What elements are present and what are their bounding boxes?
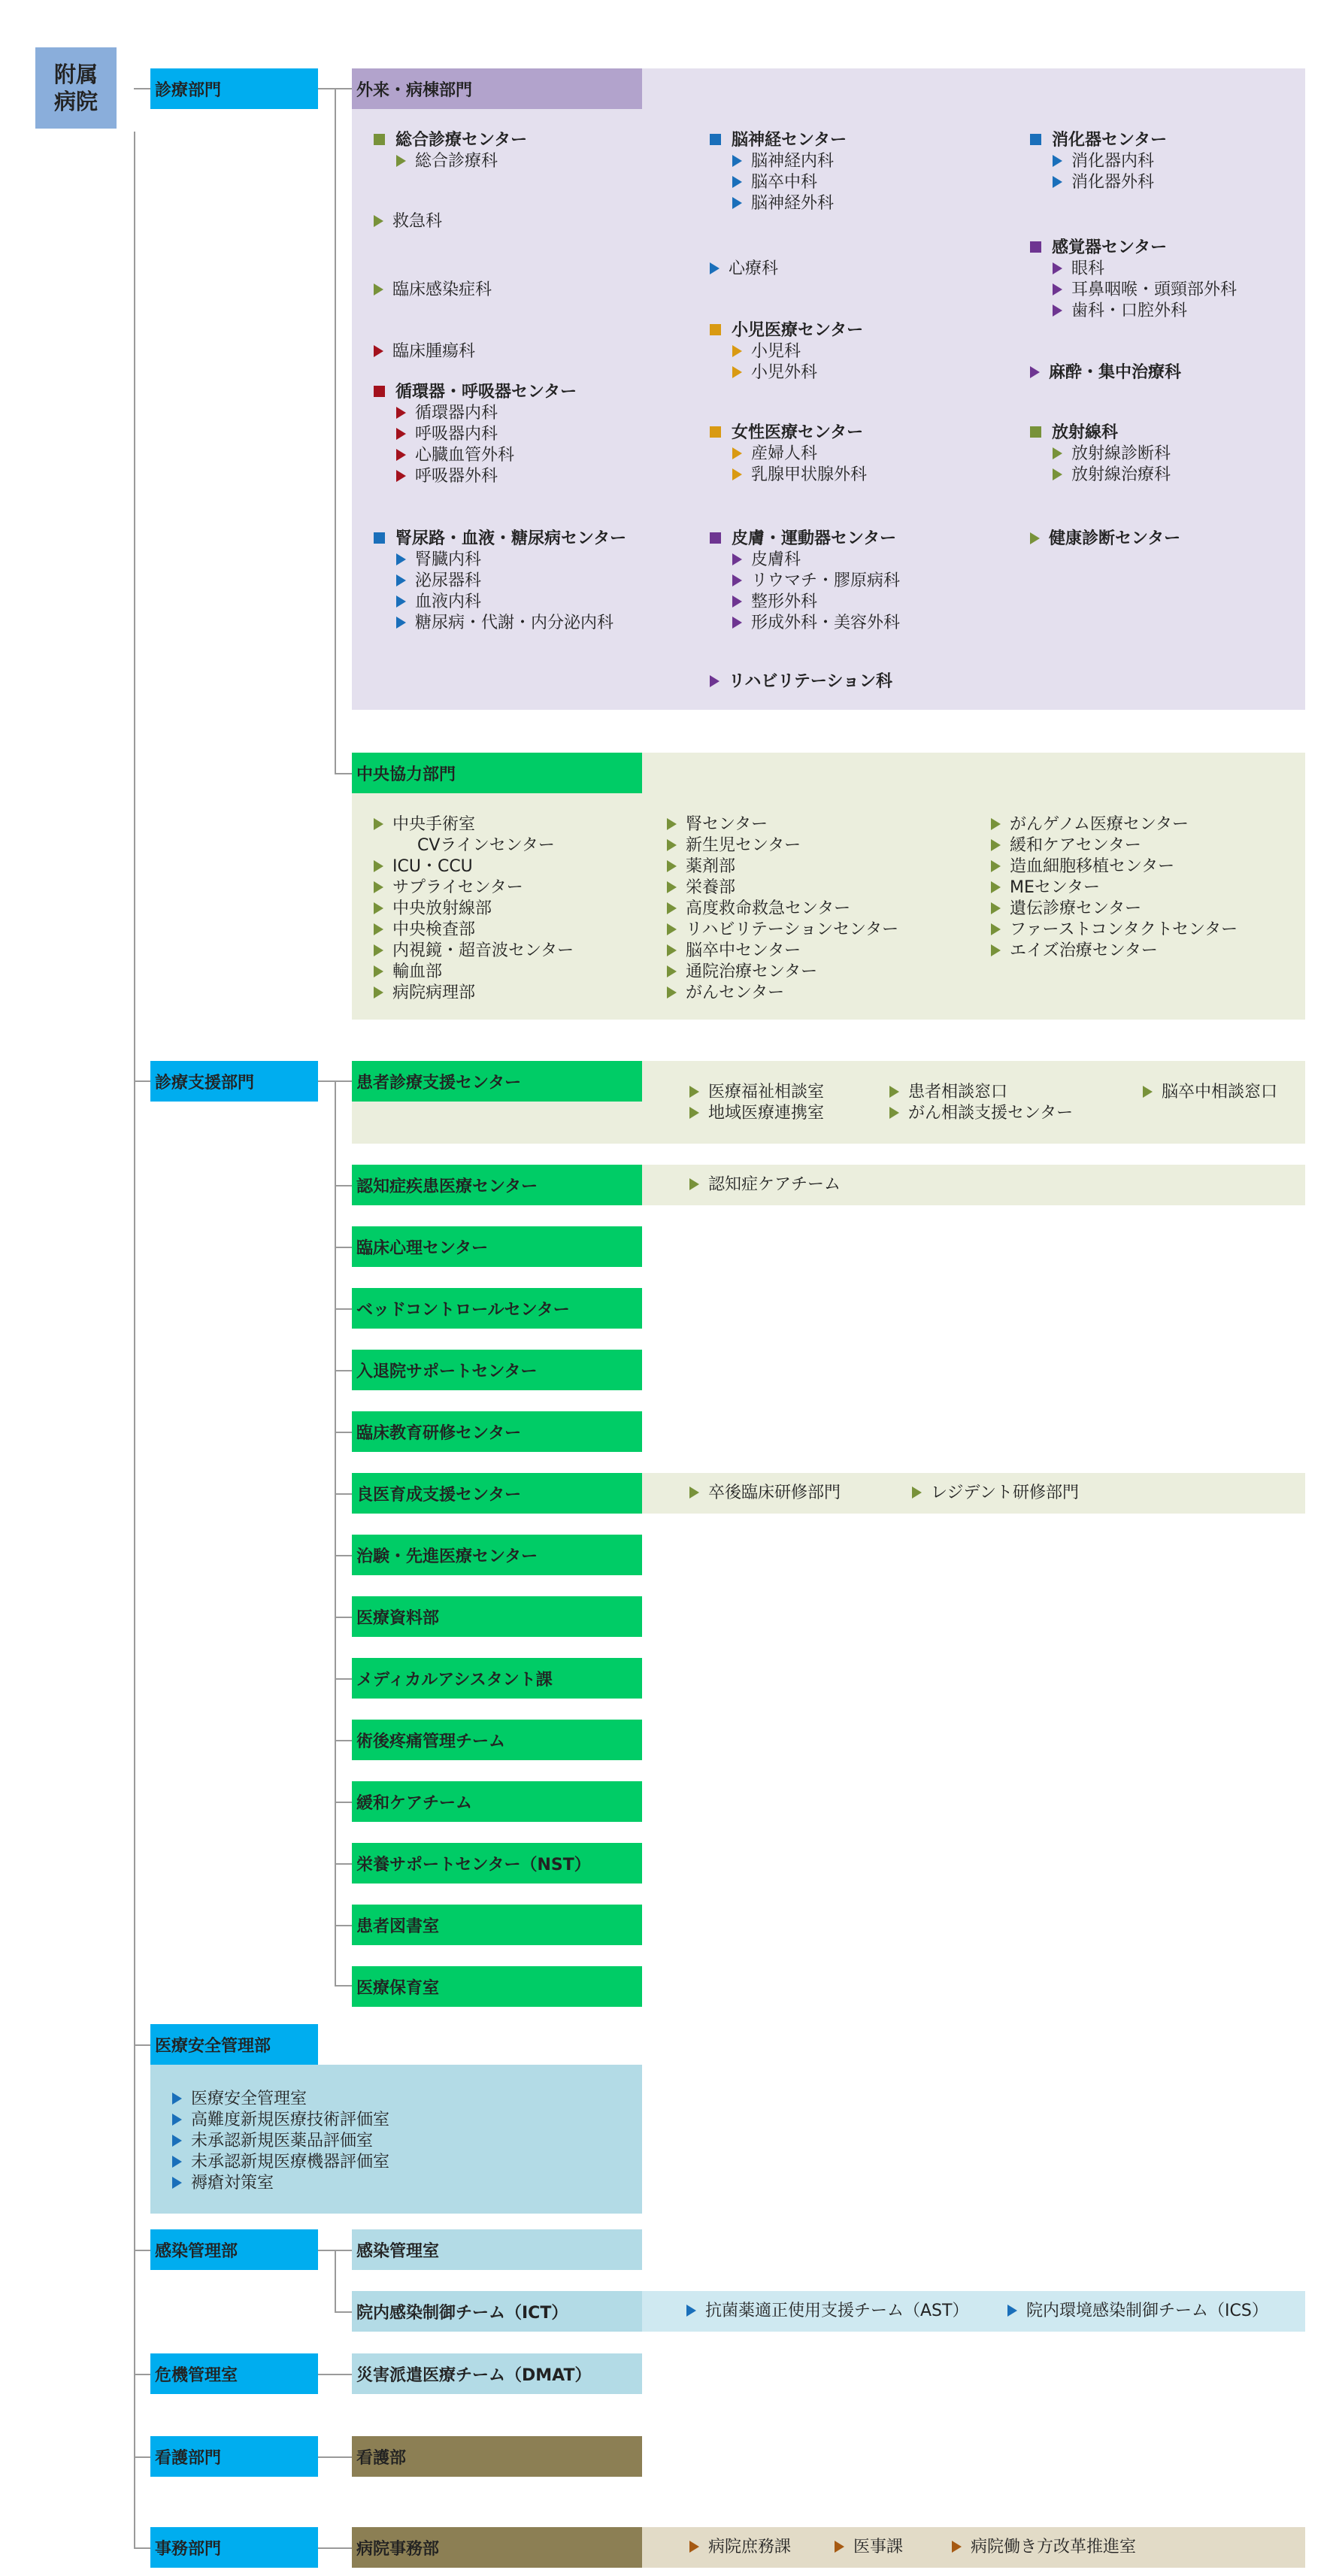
kidney-item-2[interactable]: 血液内科 <box>396 592 481 613</box>
root-link-1 <box>134 88 150 89</box>
dept-safety[interactable]: 医療安全管理部 <box>150 2024 318 2065</box>
patient-sub-3[interactable]: がん相談支援センター <box>889 1103 1073 1124</box>
blue-triangle-icon <box>172 2093 182 2105</box>
central-c1-4[interactable]: 中央放射線部 <box>374 899 492 920</box>
infectious-item[interactable]: 臨床感染症科 <box>374 280 492 301</box>
dept2-branch <box>335 1080 336 1985</box>
green-triangle-icon <box>991 839 1001 851</box>
patient-sub-4[interactable]: 脳卒中相談窓口 <box>1143 1082 1277 1103</box>
dept-crisis[interactable]: 危機管理室 <box>150 2353 318 2394</box>
green-triangle-icon <box>1053 468 1062 480</box>
support-link-5 <box>335 1432 352 1433</box>
cardio-item-2[interactable]: 心臓血管外科 <box>396 445 514 466</box>
support-admission[interactable]: 入退院サポートセンター <box>352 1350 642 1390</box>
blue-triangle-icon <box>172 2156 182 2168</box>
green-triangle-icon <box>667 818 677 830</box>
blue-triangle-icon <box>732 155 742 167</box>
central-c3-4[interactable]: 遺伝診療センター <box>991 899 1141 920</box>
green-triangle-icon <box>374 986 383 999</box>
green-triangle-icon <box>1053 447 1062 459</box>
central-c2-6[interactable]: 脳卒中センター <box>667 941 801 962</box>
admin-office[interactable]: 病院事務部 <box>352 2527 642 2568</box>
purple-square-icon <box>710 532 721 544</box>
central-c2-5[interactable]: リハビリテーションセンター <box>667 920 898 941</box>
purple-triangle-icon <box>732 596 742 608</box>
kidney-item-3[interactable]: 糖尿病・代謝・内分泌内科 <box>396 613 613 634</box>
root-link-3 <box>134 2044 150 2046</box>
green-triangle-icon <box>991 944 1001 956</box>
red-triangle-icon <box>396 449 406 461</box>
ict-sub-0[interactable]: 抗菌薬適正使用支援チーム（AST） <box>686 2301 968 2322</box>
dementia-sub-0[interactable]: 認知症ケアチーム <box>689 1174 841 1196</box>
green-triangle-icon <box>667 860 677 872</box>
central-c3-0[interactable]: がんゲノム医療センター <box>991 814 1189 835</box>
central-c2-0[interactable]: 腎センター <box>667 814 768 835</box>
red-triangle-icon <box>374 345 383 357</box>
central-c2-7[interactable]: 通院治療センター <box>667 962 817 983</box>
brown-triangle-icon <box>689 2541 699 2553</box>
psychosomatic-item[interactable]: 心療科 <box>710 259 778 280</box>
cardio-item-1[interactable]: 呼吸器内科 <box>396 424 498 445</box>
admin-sub-2[interactable]: 病院働き方改革推進室 <box>952 2537 1136 2558</box>
green-triangle-icon <box>667 923 677 935</box>
support-records[interactable]: 医療資料部 <box>352 1596 642 1637</box>
women-item-0[interactable]: 産婦人科 <box>732 444 817 465</box>
purple-triangle-icon <box>732 553 742 565</box>
root-trunk <box>134 132 135 2548</box>
green-triangle-icon <box>374 944 383 956</box>
blue-triangle-icon <box>396 617 406 629</box>
green-triangle-icon <box>689 1487 699 1499</box>
yellow-triangle-icon <box>732 468 742 480</box>
blue-triangle-icon <box>710 262 720 274</box>
support-training[interactable]: 良医育成支援センター <box>352 1473 642 1514</box>
kidney-center-head[interactable]: 腎尿路・血液・糖尿病センター <box>374 529 626 550</box>
purple-square-icon <box>1030 241 1041 253</box>
central-c3-6[interactable]: エイズ治療センター <box>991 941 1158 962</box>
skin-center-head[interactable]: 皮膚・運動器センター <box>710 529 896 550</box>
blue-triangle-icon <box>1007 2305 1017 2317</box>
training-sub-0[interactable]: 卒後臨床研修部門 <box>689 1483 841 1504</box>
root-label-line2: 病院 <box>53 89 98 114</box>
support-link-1 <box>335 1185 352 1186</box>
patient-sub-0[interactable]: 医療福祉相談室 <box>689 1082 824 1103</box>
green-triangle-icon <box>374 860 383 872</box>
skin-item-0[interactable]: 皮膚科 <box>732 550 801 571</box>
green-triangle-icon <box>889 1107 899 1119</box>
support-nst[interactable]: 栄養サポートセンター（NST） <box>352 1843 642 1884</box>
dept4-link-ict <box>335 2311 352 2313</box>
purple-triangle-icon <box>1053 283 1062 295</box>
green-triangle-icon <box>991 902 1001 914</box>
green-triangle-icon <box>991 860 1001 872</box>
support-link-2 <box>335 1247 352 1248</box>
ict-sub-1[interactable]: 院内環境感染制御チーム（ICS） <box>1007 2301 1268 2322</box>
green-square-icon <box>374 134 385 145</box>
patient-sub-2[interactable]: 患者相談窓口 <box>889 1082 1007 1103</box>
infection-control-room[interactable]: 感染管理室 <box>352 2229 642 2270</box>
central-c2-1[interactable]: 新生児センター <box>667 835 801 856</box>
dept7-link <box>318 2547 352 2549</box>
emergency-item[interactable]: 救急科 <box>374 211 442 232</box>
green-triangle-icon <box>991 923 1001 935</box>
central-c3-5[interactable]: ファーストコンタクトセンター <box>991 920 1238 941</box>
cardio-item-3[interactable]: 呼吸器外科 <box>396 466 498 487</box>
green-triangle-icon <box>689 1086 699 1098</box>
support-link-13 <box>335 1925 352 1926</box>
central-c1-2[interactable]: ICU・CCU <box>374 856 473 877</box>
safety-item-1[interactable]: 高難度新規医療技術評価室 <box>172 2110 389 2131</box>
green-triangle-icon <box>689 1107 699 1119</box>
green-triangle-icon <box>991 881 1001 893</box>
admin-sub-0[interactable]: 病院庶務課 <box>689 2537 791 2558</box>
central-c1-8[interactable]: 病院病理部 <box>374 983 475 1004</box>
purple-triangle-icon <box>1053 305 1062 317</box>
dmat-team[interactable]: 災害派遣医療チーム（DMAT） <box>352 2353 642 2394</box>
sensory-item-1[interactable]: 耳鼻咽喉・頭頸部外科 <box>1053 280 1237 301</box>
dept-support[interactable]: 診療支援部門 <box>150 1061 318 1102</box>
sensory-item-0[interactable]: 眼科 <box>1053 259 1104 280</box>
support-link-12 <box>335 1863 352 1865</box>
neuro-item-1[interactable]: 脳卒中科 <box>732 172 817 193</box>
root-box <box>35 47 117 129</box>
green-triangle-icon <box>374 902 383 914</box>
purple-triangle-icon <box>732 617 742 629</box>
central-c3-2[interactable]: 造血細胞移植センター <box>991 856 1174 877</box>
purple-triangle-icon <box>1053 262 1062 274</box>
green-triangle-icon <box>667 944 677 956</box>
blue-triangle-icon <box>732 176 742 188</box>
green-triangle-icon <box>667 839 677 851</box>
sensory-center-head[interactable]: 感覚器センター <box>1030 238 1167 259</box>
support-link-8 <box>335 1617 352 1618</box>
support-pain[interactable]: 術後疼痛管理チーム <box>352 1720 642 1760</box>
central-c1-1[interactable]: CVラインセンター <box>417 836 555 855</box>
green-triangle-icon <box>912 1487 922 1499</box>
patient-sub-1[interactable]: 地域医療連携室 <box>689 1103 824 1124</box>
green-triangle-icon <box>374 215 383 227</box>
root-link-6 <box>134 2456 150 2458</box>
support-link-9 <box>335 1678 352 1680</box>
central-title[interactable]: 中央協力部門 <box>352 753 642 793</box>
green-triangle-icon <box>667 965 677 977</box>
dept6-link <box>318 2456 352 2458</box>
central-c1-7[interactable]: 輸血部 <box>374 962 442 983</box>
safety-item-3[interactable]: 未承認新規医療機器評価室 <box>172 2152 389 2173</box>
central-c1-0[interactable]: 中央手術室 <box>374 814 475 835</box>
neuro-item-2[interactable]: 脳神経外科 <box>732 193 834 214</box>
cardio-center-head[interactable]: 循環器・呼吸器センター <box>374 382 577 403</box>
skin-item-1[interactable]: リウマチ・膠原病科 <box>732 571 900 592</box>
support-link-10 <box>335 1740 352 1741</box>
blue-square-icon <box>710 134 721 145</box>
central-c2-8[interactable]: がんセンター <box>667 983 784 1004</box>
support-psych[interactable]: 臨床心理センター <box>352 1226 642 1267</box>
support-dementia[interactable]: 認知症疾患医療センター <box>352 1165 642 1205</box>
central-c2-4[interactable]: 高度救命救急センター <box>667 899 850 920</box>
ict-team[interactable]: 院内感染制御チーム（ICT） <box>352 2291 642 2332</box>
green-triangle-icon <box>374 965 383 977</box>
support-link-14 <box>335 1985 352 1987</box>
green-triangle-icon <box>1030 532 1040 544</box>
radiology-item-1[interactable]: 放射線治療科 <box>1053 465 1171 486</box>
support-link-6 <box>335 1493 352 1495</box>
support-education[interactable]: 臨床教育研修センター <box>352 1411 642 1452</box>
yellow-triangle-icon <box>732 366 742 378</box>
support-patient[interactable]: 患者診療支援センター <box>352 1061 642 1102</box>
blue-square-icon <box>1030 134 1041 145</box>
pediatric-item-0[interactable]: 小児科 <box>732 341 801 362</box>
yellow-triangle-icon <box>732 345 742 357</box>
general-center-head[interactable]: 総合診療センター <box>374 130 527 151</box>
red-square-icon <box>374 386 385 397</box>
cardio-item-0[interactable]: 循環器内科 <box>396 403 498 424</box>
red-triangle-icon <box>396 407 406 419</box>
root-link-4 <box>134 2250 150 2251</box>
kidney-item-1[interactable]: 泌尿器科 <box>396 571 481 592</box>
green-square-icon <box>1030 426 1041 438</box>
green-triangle-icon <box>991 818 1001 830</box>
green-triangle-icon <box>396 155 406 167</box>
support-link-11 <box>335 1802 352 1803</box>
green-triangle-icon <box>689 1178 699 1190</box>
anesthesia-item[interactable]: 麻酔・集中治療科 <box>1030 362 1181 383</box>
kidney-item-0[interactable]: 腎臓内科 <box>396 550 481 571</box>
neuro-item-0[interactable]: 脳神経内科 <box>732 151 834 172</box>
blue-triangle-icon <box>1053 155 1062 167</box>
safety-item-4[interactable]: 褥瘡対策室 <box>172 2173 274 2194</box>
red-triangle-icon <box>396 428 406 440</box>
skin-item-2[interactable]: 整形外科 <box>732 592 817 613</box>
health-check-item[interactable]: 健康診断センター <box>1030 529 1180 550</box>
green-triangle-icon <box>374 818 383 830</box>
blue-triangle-icon <box>172 2135 182 2147</box>
skin-item-3[interactable]: 形成外科・美容外科 <box>732 613 900 634</box>
central-c3-3[interactable]: MEセンター <box>991 877 1100 899</box>
oncology-item[interactable]: 臨床腫瘍科 <box>374 341 475 362</box>
dept-nursing[interactable]: 看護部門 <box>150 2436 318 2477</box>
green-triangle-icon <box>667 902 677 914</box>
rehab-item[interactable]: リハビリテーション科 <box>710 671 892 692</box>
dept-diagnosis[interactable]: 診療部門 <box>150 68 318 109</box>
brown-triangle-icon <box>835 2541 844 2553</box>
dept5-link <box>318 2374 352 2375</box>
radiology-item-0[interactable]: 放射線診断科 <box>1053 444 1171 465</box>
blue-triangle-icon <box>732 197 742 209</box>
yellow-triangle-icon <box>732 447 742 459</box>
central-c1-5[interactable]: 中央検査部 <box>374 920 475 941</box>
radiology-head[interactable]: 放射線科 <box>1030 423 1118 444</box>
yellow-square-icon <box>710 426 721 438</box>
green-triangle-icon <box>889 1086 899 1098</box>
blue-triangle-icon <box>396 553 406 565</box>
support-link-7 <box>335 1555 352 1556</box>
women-item-1[interactable]: 乳腺甲状腺外科 <box>732 465 867 486</box>
central-c2-2[interactable]: 薬剤部 <box>667 856 735 877</box>
green-triangle-icon <box>1143 1086 1153 1098</box>
dept-infection[interactable]: 感染管理部 <box>150 2229 318 2270</box>
central-c1-3[interactable]: サプライセンター <box>374 877 523 899</box>
digestive-item-1[interactable]: 消化器外科 <box>1053 172 1154 193</box>
dept1-branch <box>335 88 336 774</box>
blue-triangle-icon <box>1053 176 1062 188</box>
pediatric-item-1[interactable]: 小児外科 <box>732 362 817 383</box>
root-link-7 <box>134 2547 150 2549</box>
nursing-dept[interactable]: 看護部 <box>352 2436 642 2477</box>
support-link-3 <box>335 1308 352 1310</box>
blue-triangle-icon <box>172 2114 182 2126</box>
blue-triangle-icon <box>686 2305 696 2317</box>
digestive-center-head[interactable]: 消化器センター <box>1030 130 1167 151</box>
support-palliative[interactable]: 緩和ケアチーム <box>352 1781 642 1822</box>
general-item-0[interactable]: 総合診療科 <box>396 151 498 172</box>
support-childcare[interactable]: 医療保育室 <box>352 1966 642 2007</box>
support-bed[interactable]: ベッドコントロールセンター <box>352 1288 642 1329</box>
support-medical-assistant[interactable]: メディカルアシスタント課 <box>352 1658 642 1699</box>
red-triangle-icon <box>396 470 406 482</box>
brown-triangle-icon <box>952 2541 962 2553</box>
training-sub-1[interactable]: レジデント研修部門 <box>912 1483 1079 1504</box>
root-link-5 <box>134 2374 150 2375</box>
support-link-4 <box>335 1370 352 1371</box>
blue-triangle-icon <box>172 2177 182 2189</box>
neuro-center-head[interactable]: 脳神経センター <box>710 130 847 151</box>
purple-triangle-icon <box>710 675 720 687</box>
support-library[interactable]: 患者図書室 <box>352 1905 642 1945</box>
women-center-head[interactable]: 女性医療センター <box>710 423 863 444</box>
yellow-square-icon <box>710 324 721 335</box>
green-triangle-icon <box>374 923 383 935</box>
dept1-link-central <box>335 773 352 774</box>
dept4-branch <box>335 2250 336 2312</box>
green-triangle-icon <box>374 881 383 893</box>
green-triangle-icon <box>374 283 383 295</box>
purple-triangle-icon <box>732 574 742 586</box>
purple-triangle-icon <box>1030 366 1040 378</box>
safety-item-0[interactable]: 医療安全管理室 <box>172 2089 307 2110</box>
central-c1-6[interactable]: 内視鏡・超音波センター <box>374 941 574 962</box>
root-label-line1: 附属 <box>53 62 98 87</box>
sensory-item-2[interactable]: 歯科・口腔外科 <box>1053 301 1187 322</box>
root-link-2 <box>134 1080 150 1082</box>
safety-item-2[interactable]: 未承認新規医薬品評価室 <box>172 2131 373 2152</box>
digestive-item-0[interactable]: 消化器内科 <box>1053 151 1154 172</box>
blue-triangle-icon <box>396 596 406 608</box>
blue-square-icon <box>374 532 385 544</box>
outpatient-title[interactable]: 外来・病棟部門 <box>352 68 642 109</box>
dept-admin[interactable]: 事務部門 <box>150 2527 318 2568</box>
support-trial[interactable]: 治験・先進医療センター <box>352 1535 642 1575</box>
central-c3-1[interactable]: 緩和ケアセンター <box>991 835 1141 856</box>
green-triangle-icon <box>667 881 677 893</box>
admin-sub-1[interactable]: 医事課 <box>835 2537 903 2558</box>
green-triangle-icon <box>667 986 677 999</box>
blue-triangle-icon <box>396 574 406 586</box>
central-c2-3[interactable]: 栄養部 <box>667 877 735 899</box>
pediatric-center-head[interactable]: 小児医療センター <box>710 320 863 341</box>
